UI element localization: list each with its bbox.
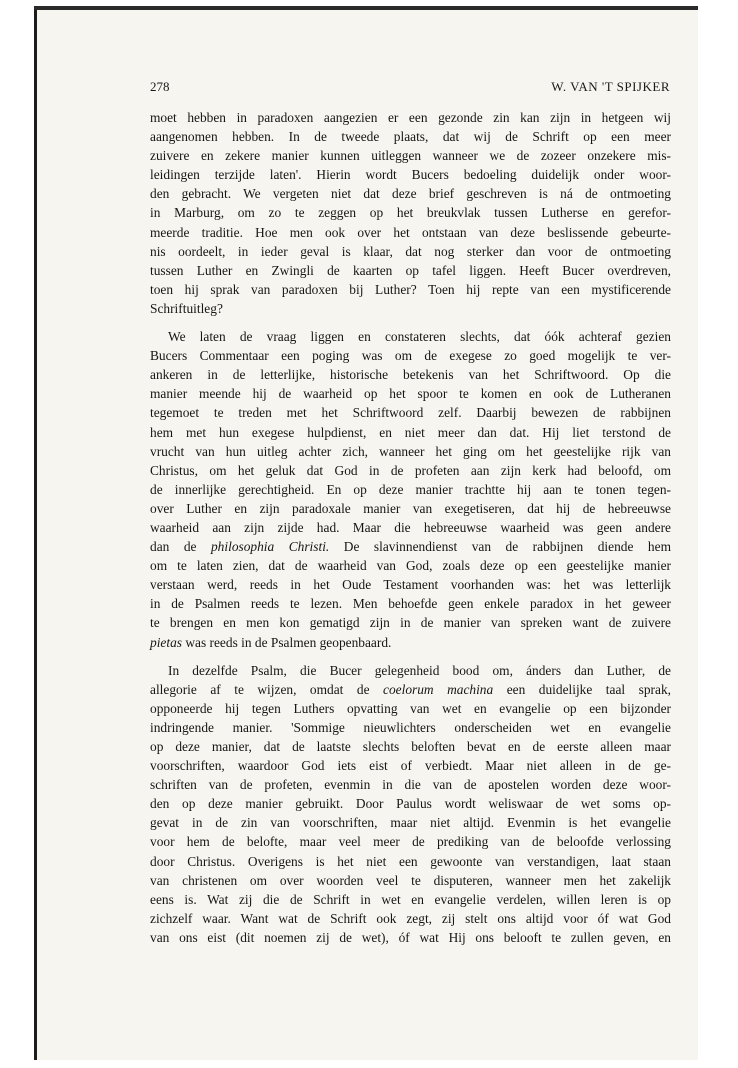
text-line: te brengen en men kon gematigd zijn in de manier van spreken want de zuivere xyxy=(150,615,671,631)
text-line: In dezelfde Psalm, die Bucer gelegenheid bood om, ánders dan Luther, de xyxy=(168,662,671,678)
text-line: tussen Luther en Zwingli de kaarten op tafel liggen. Heeft Bucer overdreven, xyxy=(150,262,671,278)
text-segment: was reeds in de Psalmen geopenbaard. xyxy=(185,634,392,650)
text-line: meerde traditie. Hoe men ook over het ontstaan van deze beslissende gebeurte- xyxy=(150,224,671,240)
text-line: den op deze manier gebruikt. Door Paulus wordt weliswaar de wet soms op- xyxy=(150,796,671,812)
text-line: door Christus. Overigens is het niet een gewoonte van verstandigen, laat staan xyxy=(150,853,671,869)
text-line: zuivere en zekere manier kunnen uitleggen wanneer we de zozeer onzekere mis- xyxy=(150,148,671,164)
running-head: W. VAN 'T SPIJKER xyxy=(551,79,670,94)
text-line: schriften van de profeten, evenmin in die van de apostelen worden deze woor- xyxy=(150,777,671,793)
text-line: waarheid aan zijn zijde had. Maar die hebreeuwse waarheid was geen andere xyxy=(150,519,671,535)
text-line: op deze manier, dat de laatste slechts beloften bevat en de eerste alleen maar xyxy=(150,739,671,754)
text-line: de innerlijke gerechtigheid. En op deze manier trachtte hij aan te tonen tegen- xyxy=(150,481,671,497)
text-line-mixed xyxy=(150,633,671,652)
text-line: manier meende hij de waarheid op het spoor te komen en ook de Lutheranen xyxy=(150,386,671,402)
text-line: voor hem de belofte, maar veel meer de prediking van de beloofde verlossing xyxy=(150,834,671,850)
text-line: den gebracht. We vergeten niet dat deze brief geschreven is ná de ontmoeting xyxy=(150,186,671,202)
text-line: Bucers Commentaar een poging was om de exegese zo goed mogelijk te ver- xyxy=(150,348,671,364)
text-line: in Marburg, om zo te zeggen op het breukvlak tussen Lutherse en gerefor- xyxy=(150,205,671,221)
text-line: nis oordeelt, in ieder geval is klaar, dat nog sterker dan voor de ontmoeting xyxy=(150,243,671,259)
text-line: ankeren in de letterlijke, historische betekenis van het Schriftwoord. Op die xyxy=(150,367,671,383)
page-number: 278 xyxy=(150,79,170,94)
text-line: aangenomen hebben. In de tweede plaats, dat wij de Schrift op een meer xyxy=(150,129,671,145)
text-segment: allegorie af te wijzen, omdat de xyxy=(150,681,384,697)
text-line: in de Psalmen reeds te lezen. Men behoefde geen enkele paradox in het geweer xyxy=(150,596,671,612)
text-line: om te laten zien, dat de waarheid van God, zoals deze op een geestelijke manier xyxy=(150,558,671,574)
text-line: over Luther en zijn paradoxale manier van exegetiseren, dat hij de hebreeuwse xyxy=(150,500,671,516)
text-line: toen hij sprak van paradoxen bij Luther? Toen hij repte van een mystificerende xyxy=(150,281,671,297)
text-line: gevat in de zin van voorschriften, maar niet altijd. Evenmin is het evangelie xyxy=(150,815,671,831)
text-line: We laten de vraag liggen en constateren slechts, dat óók achteraf gezien xyxy=(168,329,671,345)
text-segment: een duidelijke taal sprak, xyxy=(493,681,671,697)
text-line: eens is. Wat zij die de Schrift in wet en evangelie verdelen, willen leren is op xyxy=(150,891,671,907)
text-line: vrucht van hun uitleg achter zich, wanneer het ging om het geestelijke rijk van xyxy=(150,443,671,459)
text-line: voorschriften, waardoor God iets eist of verbiedt. Maar niet alleen in de ge- xyxy=(150,758,671,774)
text-line: Schriftuitleg? xyxy=(150,300,223,316)
text-line: leidingen terzijde laten'. Hierin wordt Bucers bedoeling duidelijk onder woor- xyxy=(150,167,671,183)
page-header xyxy=(150,79,670,101)
text-line: van christenen om over woorden veel te disputeren, wanneer men het zakelijk xyxy=(150,872,671,888)
text-line: opponeerde hij tegen Luthers opvatting van wet en evangelie op een bijzonder xyxy=(150,700,671,716)
text-line: tegemoet te treden met het Schriftwoord zelf. Daarbij bewezen de rabbijnen xyxy=(150,405,671,421)
text-line: zichzelf waar. Want wat de Schrift ook zegt, zij stelt ons altijd voor óf wat God xyxy=(150,910,671,926)
text-line: verstaan werd, reeds in het Oude Testament voorhanden was: het was letterlijk xyxy=(150,577,671,593)
text-line: hem met hun exegese hulpdienst, en niet meer dan dat. Hij liet terstond de xyxy=(150,424,671,440)
italic-phrase: philosophia Christi. xyxy=(210,539,330,555)
text-line: van ons eist (dit noemen zij de wet), óf wat Hij ons belooft te zullen geven, en xyxy=(150,929,671,945)
italic-phrase: pietas xyxy=(150,634,182,650)
text-line-mixed xyxy=(150,537,671,556)
paragraph-2 xyxy=(150,327,671,652)
paragraph-3 xyxy=(150,661,671,947)
text-segment: De slavinnendienst van de rabbijnen diende hem xyxy=(329,539,671,555)
paragraph-1 xyxy=(150,108,671,318)
text-line-mixed xyxy=(150,680,671,699)
text-segment: dan de xyxy=(150,539,211,555)
text-line: moet hebben in paradoxen aangezien er een gezonde zin kan zijn in hetgeen wij xyxy=(150,110,671,125)
body-text xyxy=(150,108,671,947)
italic-phrase: coelorum machina xyxy=(383,681,494,697)
text-line: indringende manier. 'Sommige nieuwlichters onderscheiden wet en evangelie xyxy=(150,719,671,735)
text-line: Christus, om het geluk dat God in de profeten aan zijn kerk had beloofd, om xyxy=(150,462,671,478)
